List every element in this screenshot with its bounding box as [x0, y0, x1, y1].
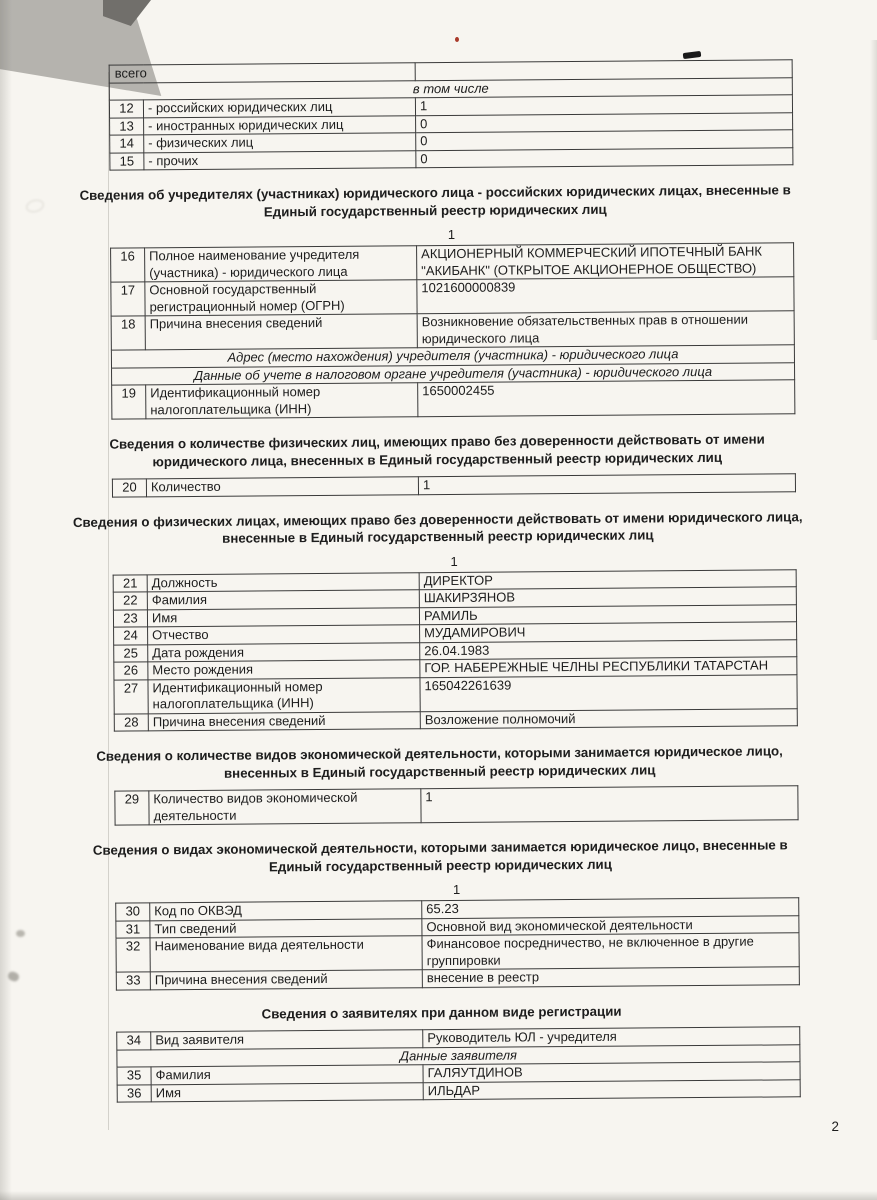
- row-label: Полное наименование учредителя (участника) - юридического лица: [145, 246, 417, 282]
- row-number: 15: [110, 152, 144, 170]
- page-number: 2: [831, 1118, 840, 1135]
- row-number: 18: [111, 316, 145, 350]
- row-number: 29: [115, 791, 149, 825]
- heading-founders: Сведения об учредителях (участниках) юридического лица - российских юридических лицах, внесенные в Единый государственный реестр юридических лиц: [79, 182, 791, 219]
- counter-activities: 1: [452, 881, 461, 897]
- counter-persons: 1: [450, 553, 458, 569]
- row-number: 34: [117, 1032, 151, 1050]
- row-label: Количество: [146, 477, 418, 497]
- row-number: 30: [116, 903, 150, 921]
- row-value: внесение в реестр: [422, 967, 799, 987]
- row-label: Идентификационный номер налогоплательщика (ИНН): [146, 383, 418, 419]
- counter-founders: 1: [447, 226, 456, 243]
- row-number: 28: [114, 713, 148, 731]
- heading-activities: Сведения о видах экономической деятельности, которыми занимается юридическое лицо, внесенные в Единый государственный реестр юридических лиц: [92, 837, 788, 874]
- table-row: [114, 674, 797, 713]
- row-label: Причина внесения сведений: [145, 314, 417, 350]
- row-label: Место рождения: [148, 660, 420, 680]
- row-number: 16: [111, 248, 145, 282]
- row-label: Причина внесения сведений: [150, 970, 422, 990]
- row-value: РАМИЛЬ: [419, 604, 796, 624]
- heading-applicants: Сведения о заявителях при данном виде регистрации: [261, 1003, 622, 1021]
- row-value: ДИРЕКТОР: [419, 569, 796, 589]
- row-label: Дата рождения: [148, 642, 420, 662]
- row-number: 13: [110, 117, 144, 135]
- row-value: ГАЛЯУТДИНОВ: [423, 1062, 800, 1082]
- row-label: всего: [109, 63, 415, 83]
- row-value: 0: [416, 147, 793, 167]
- table-row: [111, 243, 794, 282]
- heading-persons-count: Сведения о количестве физических лиц, имеющих право без доверенности действовать от имени юридического лица, внесенных в Единый государственный реестр юридических лиц: [109, 431, 765, 469]
- row-value: 1: [418, 474, 795, 494]
- row-number: 25: [114, 644, 148, 662]
- address-subheader: Адрес (место нахождения) учредителя (участника) - юридического лица: [111, 345, 794, 368]
- participants-count-table: [109, 59, 794, 170]
- table-row: [112, 380, 795, 419]
- table-row: [112, 474, 795, 497]
- row-number: 36: [117, 1084, 151, 1102]
- row-label: - российских юридических лиц: [143, 98, 415, 118]
- row-label: Должность: [147, 572, 419, 592]
- row-number: 19: [112, 385, 146, 419]
- row-number: 35: [117, 1067, 151, 1085]
- heading-persons: Сведения о физических лицах, имеющих право без доверенности действовать от имени юридического лица, внесенные в Единый государственный реестр юридических лиц: [72, 508, 803, 546]
- tax-subheader: Данные об учете в налоговом органе учредителя (участника) - юридического лица: [112, 362, 795, 385]
- row-label: Количество видов экономической деятельности: [149, 789, 421, 825]
- row-number: 20: [112, 479, 146, 497]
- row-number: 12: [109, 100, 143, 118]
- row-label: Причина внесения сведений: [148, 711, 420, 731]
- subheader-label: в том числе: [109, 77, 792, 100]
- row-value: 26.04.1983: [420, 639, 797, 659]
- row-number: 26: [114, 662, 148, 680]
- row-label: - прочих: [144, 150, 416, 170]
- row-label: Идентификационный номер налогоплательщика (ИНН): [148, 677, 420, 713]
- row-number: 22: [113, 592, 147, 610]
- row-value: 1: [415, 95, 792, 115]
- page-bottom-shadow: [0, 1191, 877, 1200]
- row-number: 17: [111, 282, 145, 316]
- row-label: - физических лиц: [144, 133, 416, 153]
- row-number: 24: [114, 627, 148, 645]
- row-label: Вид заявителя: [151, 1030, 423, 1050]
- row-value: 1650002455: [418, 380, 795, 417]
- row-label: - иностранных юридических лиц: [144, 115, 416, 135]
- activities-count-table: [114, 785, 798, 825]
- table-row: [111, 277, 794, 316]
- person-details-table: [113, 569, 798, 732]
- row-value: 65.23: [422, 898, 799, 918]
- row-value: Руководитель ЮЛ - учредителя: [423, 1027, 800, 1047]
- row-value: ШАКИРЗЯНОВ: [419, 587, 796, 607]
- row-value: 0: [416, 130, 793, 150]
- row-label: Код по ОКВЭД: [150, 901, 422, 921]
- row-label: Имя: [151, 1082, 423, 1102]
- founder-details-table: [110, 242, 795, 419]
- applicant-details-table: [116, 1026, 801, 1102]
- row-value: 1: [421, 786, 798, 823]
- row-number: 33: [116, 972, 150, 990]
- row-label: Основной государственный регистрационный номер (ОГРН): [145, 280, 417, 316]
- row-label: Фамилия: [147, 590, 419, 610]
- heading-activities-count: Сведения о количестве видов экономической деятельности, которыми занимается юридическое лицо, внесенных в Единый государственный реестр юридических лиц: [96, 743, 783, 781]
- row-label: Тип сведений: [150, 918, 422, 938]
- row-value: Возникновение обязательственных прав в отношении юридического лица: [417, 311, 794, 348]
- row-number: 31: [116, 920, 150, 938]
- table-row: [111, 311, 794, 350]
- row-number: 27: [114, 679, 148, 713]
- row-value: Возложение полномочий: [420, 708, 797, 728]
- row-value: Основной вид экономической деятельности: [422, 915, 799, 935]
- applicant-data-subheader: Данные заявителя: [117, 1044, 800, 1067]
- table-row: [116, 933, 799, 972]
- row-label: Наименование вида деятельности: [150, 936, 422, 972]
- row-label: Отчество: [148, 625, 420, 645]
- row-number: 23: [113, 609, 147, 627]
- row-number: 32: [116, 938, 150, 972]
- row-value: ИЛЬДАР: [423, 1079, 800, 1099]
- row-value: МУДАМИРОВИЧ: [420, 622, 797, 642]
- activity-details-table: [115, 897, 800, 990]
- row-value: 0: [416, 112, 793, 132]
- row-label: Фамилия: [151, 1065, 423, 1085]
- row-number: 21: [113, 574, 147, 592]
- row-number: 14: [110, 135, 144, 153]
- persons-count-table: [112, 473, 796, 497]
- row-value: ГОР. НАБЕРЕЖНЫЕ ЧЕЛНЫ РЕСПУБЛИКИ ТАТАРСТАН: [420, 657, 797, 677]
- row-value: АКЦИОНЕРНЫЙ КОММЕРЧЕСКИЙ ИПОТЕЧНЫЙ БАНК "АКИБАНК" (ОТКРЫТОЕ АКЦИОНЕРНОЕ ОБЩЕСТВО): [417, 243, 794, 280]
- row-value: 1021600000839: [417, 277, 794, 314]
- row-value: 165042261639: [420, 674, 797, 711]
- row-label: Имя: [147, 607, 419, 627]
- table-row: [115, 786, 798, 825]
- row-value: Финансовое посредничество, не включенное в другие группировки: [422, 933, 799, 970]
